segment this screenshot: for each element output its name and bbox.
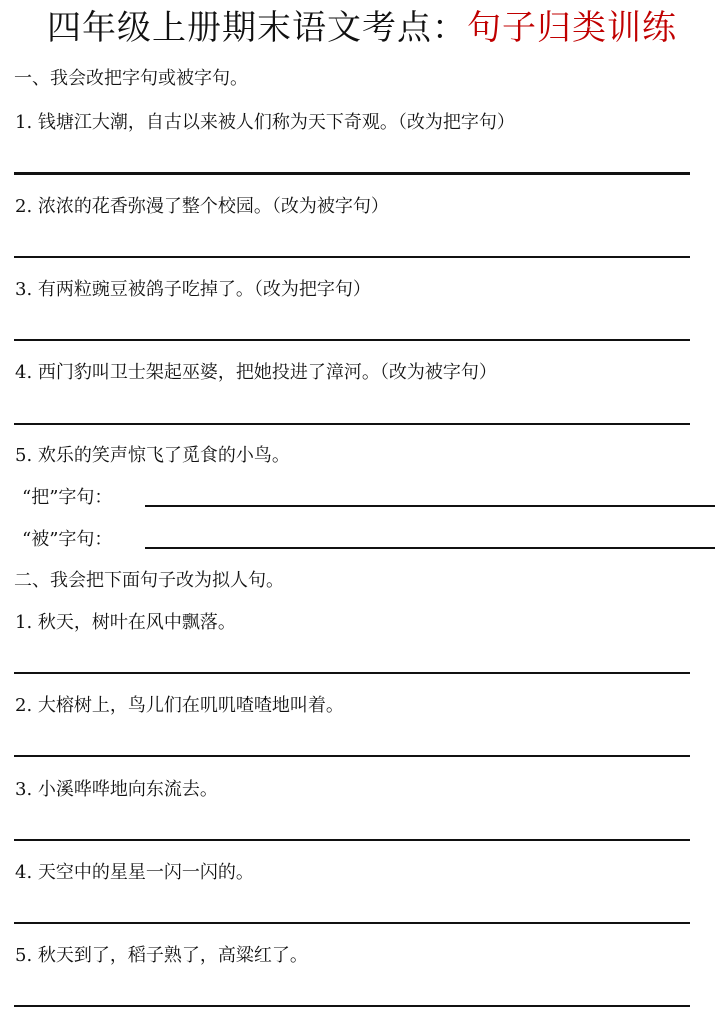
s2-question-2: 2. 大榕树上，鸟儿们在叽叽喳喳地叫着。 <box>15 695 344 716</box>
s2-question-4: 4. 天空中的星星一闪一闪的。 <box>15 862 254 883</box>
s2-answer-line-2[interactable] <box>14 755 690 757</box>
s2-answer-line-1[interactable] <box>14 672 690 674</box>
s1-answer-line-2[interactable] <box>14 256 690 258</box>
s2-question-1: 1. 秋天，树叶在风中飘落。 <box>15 612 236 633</box>
s1-answer-line-1[interactable] <box>14 172 690 175</box>
title-main: 四年级上册期末语文考点： <box>47 8 467 48</box>
s1-question-5: 5. 欢乐的笑声惊飞了觅食的小鸟。 <box>15 445 290 466</box>
ba-sentence-answer-line[interactable] <box>145 505 715 507</box>
s2-answer-line-3[interactable] <box>14 839 690 841</box>
s2-question-5: 5. 秋天到了，稻子熟了，高粱红了。 <box>15 945 308 966</box>
s1-answer-line-4[interactable] <box>14 423 690 425</box>
ba-sentence-label: “把”字句： <box>22 487 113 508</box>
title-accent: 句子归类训练 <box>467 8 677 48</box>
section-1-header: 一、我会改把字句或被字句。 <box>14 68 248 89</box>
s2-question-3: 3. 小溪哗哗地向东流去。 <box>15 779 218 800</box>
s1-question-4: 4. 西门豹叫卫士架起巫婆，把她投进了漳河。（改为被字句） <box>15 362 497 383</box>
s2-answer-line-5[interactable] <box>14 1005 690 1007</box>
s1-question-2: 2. 浓浓的花香弥漫了整个校园。（改为被字句） <box>15 196 389 217</box>
s1-answer-line-3[interactable] <box>14 339 690 341</box>
section-2-header: 二、我会把下面句子改为拟人句。 <box>14 570 284 591</box>
s1-question-1: 1. 钱塘江大潮，自古以来被人们称为天下奇观。（改为把字句） <box>15 112 515 133</box>
bei-sentence-answer-line[interactable] <box>145 547 715 549</box>
bei-sentence-label: “被”字句： <box>22 529 113 550</box>
s1-question-3: 3. 有两粒豌豆被鸽子吃掉了。（改为把字句） <box>15 279 371 300</box>
page-title <box>0 2 724 54</box>
s2-answer-line-4[interactable] <box>14 922 690 924</box>
